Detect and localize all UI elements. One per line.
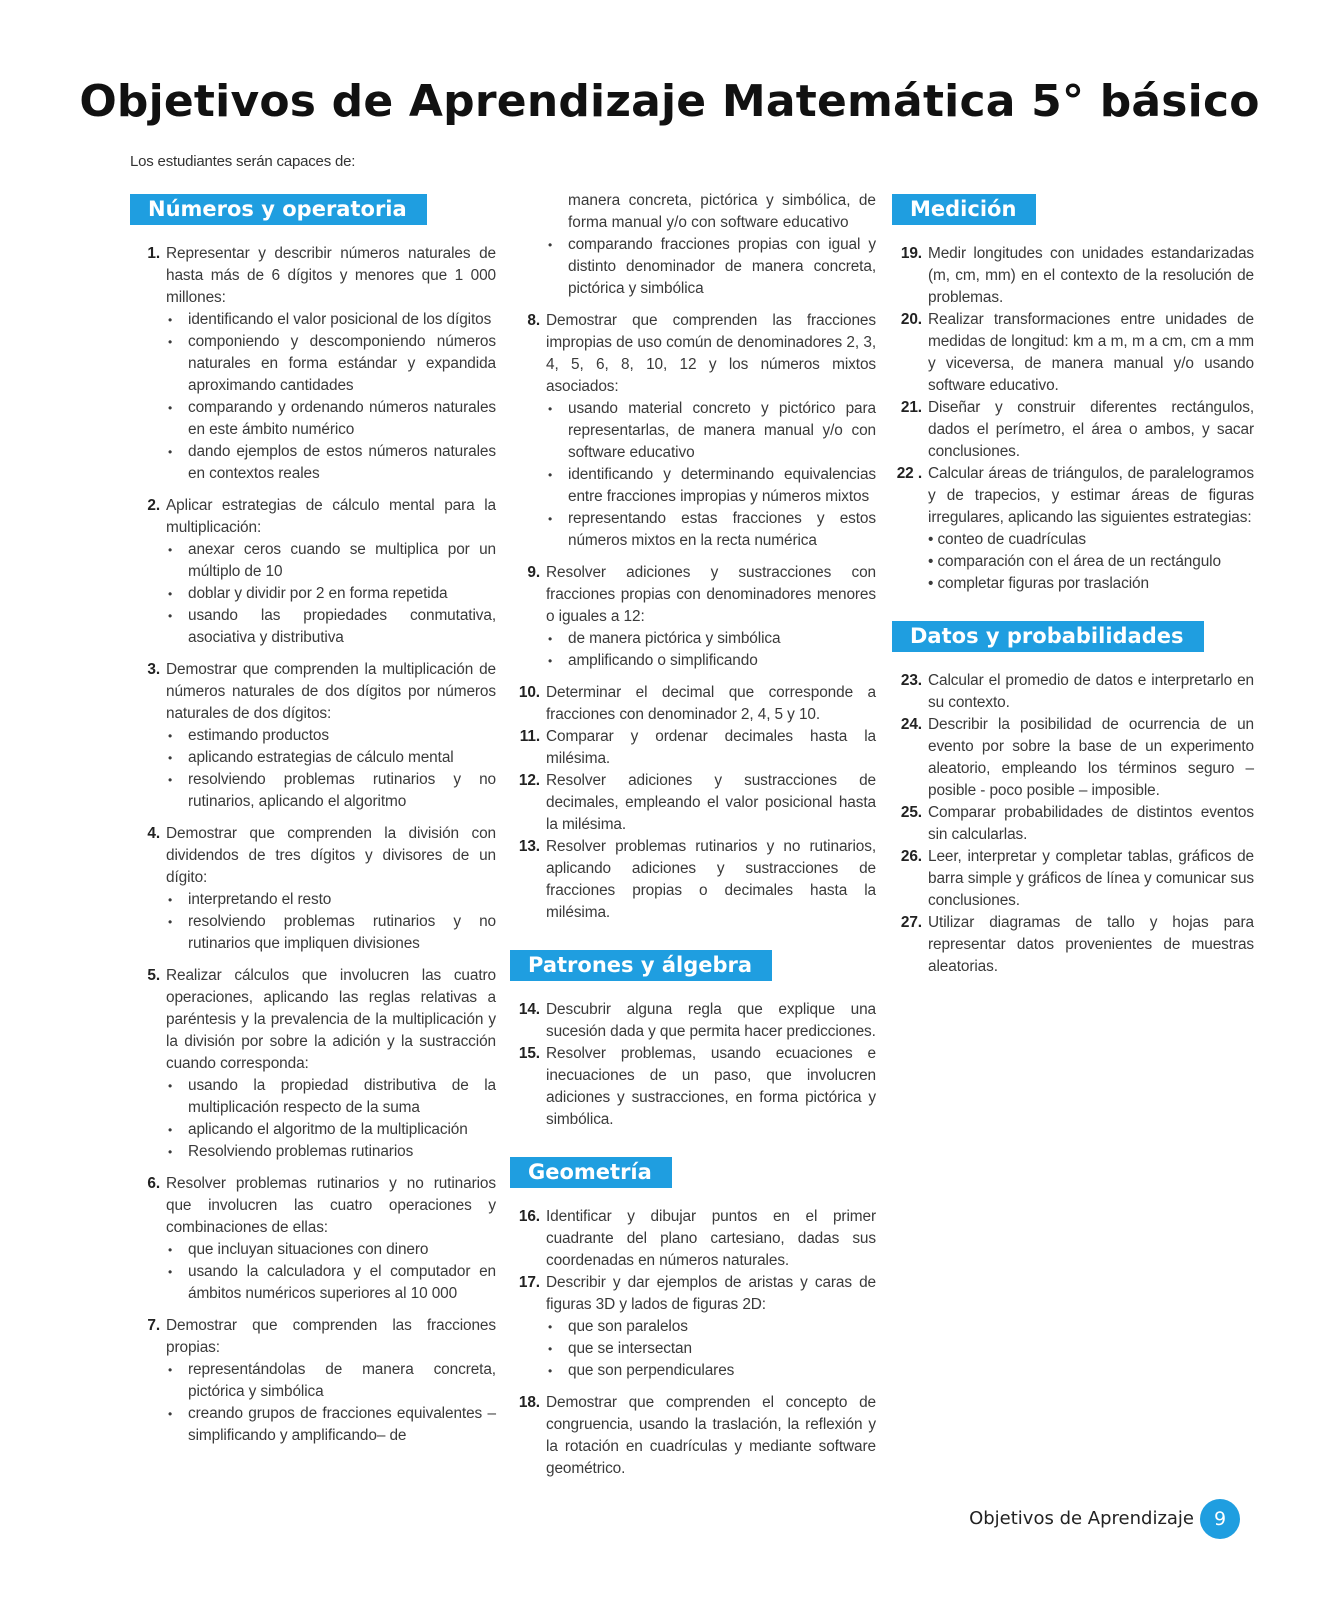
objective-number: 24.	[900, 716, 922, 733]
objective-5	[130, 965, 496, 1163]
objective-text: Identificar y dibujar puntos en el primer cuadrante del plano cartesiano, dadas sus coordenadas en números naturales.	[546, 1208, 876, 1269]
list-item: • conteo de cuadrículas	[928, 531, 1086, 548]
list-item: • aplicando estrategias de cálculo mental	[166, 747, 496, 769]
column-2	[510, 190, 876, 1490]
objective-text: Leer, interpretar y completar tablas, gráficos de barra simple y gráficos de línea y comunicar sus conclusiones.	[928, 848, 1254, 909]
objective-number: 16.	[518, 1208, 540, 1225]
objective-number: 2.	[147, 497, 160, 514]
list-item: • usando material concreto y pictórico para representarlas, de manera manual y/o con software educativo	[546, 398, 876, 464]
objective-text: Demostrar que comprenden las fracciones impropias de uso común de denominadores 2, 3, 4, 5, 6, 8, 10, 12 y los números mixtos asociados:	[546, 312, 876, 395]
bullet-list	[546, 628, 876, 672]
footer-label: Objetivos de Aprendizaje	[969, 1508, 1194, 1529]
objective-16	[510, 1206, 876, 1272]
page-number-badge: 9	[1200, 1499, 1240, 1539]
list-item: • que son perpendiculares	[546, 1360, 876, 1382]
objective-19	[892, 243, 1254, 309]
objective-4	[130, 823, 496, 955]
list-item: • usando las propiedades conmutativa, asociativa y distributiva	[166, 605, 496, 649]
continuation-text: manera concreta, pictórica y simbólica, de forma manual y/o con software educativo	[568, 192, 876, 231]
objective-text: Demostrar que comprenden el concepto de congruencia, usando la traslación, la reflexión y la rotación en cuadrículas y mediante software geométrico.	[546, 1394, 876, 1477]
column-1	[130, 190, 496, 1447]
objective-number: 18.	[518, 1394, 540, 1411]
list-item: • identificando el valor posicional de los dígitos	[166, 309, 496, 331]
objective-17	[510, 1272, 876, 1382]
list-item: • comparando y ordenando números naturales en este ámbito numérico	[166, 397, 496, 441]
strategy-list	[928, 529, 1254, 595]
list-item: • resolviendo problemas rutinarios y no rutinarios, aplicando el algoritmo	[166, 769, 496, 813]
intro-text: Los estudiantes serán capaces de:	[130, 153, 356, 170]
objective-number: 8.	[527, 312, 540, 329]
objective-text: Utilizar diagramas de tallo y hojas para representar datos provenientes de muestras aleatorias.	[928, 914, 1254, 975]
objective-number: 25.	[900, 804, 922, 821]
objective-number: 23.	[900, 672, 922, 689]
list-item: • que se intersectan	[546, 1338, 876, 1360]
bullet-list	[166, 1359, 496, 1447]
objective-23	[892, 670, 1254, 714]
objective-number: 5.	[147, 967, 160, 984]
objective-text: Medir longitudes con unidades estandarizadas (m, cm, mm) en el contexto de la resolución de problemas.	[928, 245, 1254, 306]
page-title: Objetivos de Aprendizaje Matemática 5° básico	[79, 76, 1260, 127]
section-heading-datos: Datos y probabilidades	[892, 621, 1204, 652]
objective-number: 17.	[518, 1274, 540, 1291]
objective-text: Realizar transformaciones entre unidades de medidas de longitud: km a m, m a cm, cm a mm y viceversa, de manera manual y/o usando software educativo.	[928, 311, 1254, 394]
objective-number: 20.	[900, 311, 922, 328]
section-heading-numeros: Números y operatoria	[130, 194, 427, 225]
objective-11	[510, 726, 876, 770]
objective-1	[130, 243, 496, 485]
objective-26	[892, 846, 1254, 912]
objective-8	[510, 310, 876, 552]
column-3	[892, 190, 1254, 978]
objective-text: Comparar probabilidades de distintos eventos sin calcularlas.	[928, 804, 1254, 843]
objective-text: Aplicar estrategias de cálculo mental para la multiplicación:	[166, 497, 496, 536]
objective-number: 27.	[900, 914, 922, 931]
list-item: • representándolas de manera concreta, pictórica y simbólica	[166, 1359, 496, 1403]
objective-number: 15.	[518, 1045, 540, 1062]
list-item: • componiendo y descomponiendo números naturales en forma estándar y expandida aproximando cantidades	[166, 331, 496, 397]
objective-7-continuation	[510, 190, 876, 234]
bullet-list	[166, 725, 496, 813]
list-item: • creando grupos de fracciones equivalentes –simplificando y amplificando– de	[166, 1403, 496, 1447]
objective-text: Representar y describir números naturales de hasta más de 6 dígitos y menores que 1 000 millones:	[166, 245, 496, 306]
objective-7-continuation-bullets	[510, 234, 876, 300]
objective-text: Realizar cálculos que involucren las cuatro operaciones, aplicando las reglas relativas a paréntesis y la prevalencia de la multiplicación y la división por sobre la adición y la sustracción cuando corresponda:	[166, 967, 496, 1072]
bullet-list	[166, 539, 496, 649]
objective-number: 14.	[518, 1001, 540, 1018]
objective-number: 1.	[147, 245, 160, 262]
objective-number: 11.	[519, 728, 540, 745]
section-heading-patrones: Patrones y álgebra	[510, 950, 772, 981]
objective-24	[892, 714, 1254, 802]
bullet-list	[546, 234, 876, 300]
list-item: • comparación con el área de un rectángulo	[928, 553, 1221, 570]
objective-6	[130, 1173, 496, 1305]
objective-10	[510, 682, 876, 726]
list-item: • aplicando el algoritmo de la multiplicación	[166, 1119, 496, 1141]
objective-number: 13.	[518, 838, 540, 855]
list-item: • usando la propiedad distributiva de la multiplicación respecto de la suma	[166, 1075, 496, 1119]
objective-15	[510, 1043, 876, 1131]
list-item: • usando la calculadora y el computador en ámbitos numéricos superiores al 10 000	[166, 1261, 496, 1305]
objective-9	[510, 562, 876, 672]
section-heading-geometria: Geometría	[510, 1157, 672, 1188]
objective-text: Resolver adiciones y sustracciones de decimales, empleando el valor posicional hasta la milésima.	[546, 772, 876, 833]
objective-number: 4.	[147, 825, 160, 842]
bullet-list	[166, 1075, 496, 1163]
list-item: • anexar ceros cuando se multiplica por un múltiplo de 10	[166, 539, 496, 583]
objective-number: 22 .	[896, 465, 922, 482]
objective-number: 6.	[147, 1175, 160, 1192]
objective-text: Calcular áreas de triángulos, de paralelogramos y de trapecios, y estimar áreas de figuras irregulares, aplicando las siguientes estrategias:	[928, 465, 1254, 526]
objective-text: Descubrir alguna regla que explique una sucesión dada y que permita hacer predicciones.	[546, 1001, 876, 1040]
list-item: • identificando y determinando equivalencias entre fracciones impropias y números mixtos	[546, 464, 876, 508]
objective-3	[130, 659, 496, 813]
objective-text: Diseñar y construir diferentes rectángulos, dados el perímetro, el área o ambos, y sacar conclusiones.	[928, 399, 1254, 460]
objective-27	[892, 912, 1254, 978]
list-item: • estimando productos	[166, 725, 496, 747]
list-item: • representando estas fracciones y estos números mixtos en la recta numérica	[546, 508, 876, 552]
list-item: • dando ejemplos de estos números naturales en contextos reales	[166, 441, 496, 485]
objective-number: 10.	[518, 684, 540, 701]
list-item: • Resolviendo problemas rutinarios	[166, 1141, 496, 1163]
objective-text: Resolver adiciones y sustracciones con fracciones propias con denominadores menores o iguales a 12:	[546, 564, 876, 625]
objective-text: Resolver problemas rutinarios y no rutinarios, aplicando adiciones y sustracciones de fracciones propias o decimales hasta la milésima.	[546, 838, 876, 921]
list-item: • interpretando el resto	[166, 889, 496, 911]
list-item: • que incluyan situaciones con dinero	[166, 1239, 496, 1261]
list-item: • de manera pictórica y simbólica	[546, 628, 876, 650]
list-item: • comparando fracciones propias con igual y distinto denominador de manera concreta, pictórica y simbólica	[546, 234, 876, 300]
objective-12	[510, 770, 876, 836]
list-item: • amplificando o simplificando	[546, 650, 876, 672]
bullet-list	[166, 1239, 496, 1305]
objective-text: Demostrar que comprenden la división con dividendos de tres dígitos y divisores de un dígito:	[166, 825, 496, 886]
objective-number: 21.	[900, 399, 922, 416]
objective-2	[130, 495, 496, 649]
objective-number: 3.	[147, 661, 160, 678]
objective-number: 7.	[147, 1317, 160, 1334]
list-item: • completar figuras por traslación	[928, 575, 1149, 592]
objective-text: Calcular el promedio de datos e interpretarlo en su contexto.	[928, 672, 1254, 711]
list-item: • doblar y dividir por 2 en forma repetida	[166, 583, 496, 605]
objective-text: Demostrar que comprenden las fracciones propias:	[166, 1317, 496, 1356]
bullet-list	[546, 1316, 876, 1382]
objective-21	[892, 397, 1254, 463]
objective-13	[510, 836, 876, 924]
objective-text: Describir y dar ejemplos de aristas y caras de figuras 3D y lados de figuras 2D:	[546, 1274, 876, 1313]
objective-number: 26.	[900, 848, 922, 865]
objective-text: Determinar el decimal que corresponde a fracciones con denominador 2, 4, 5 y 10.	[546, 684, 876, 723]
objective-text: Resolver problemas rutinarios y no rutinarios que involucren las cuatro operaciones y combinaciones de ellas:	[166, 1175, 496, 1236]
objective-7	[130, 1315, 496, 1447]
objective-22	[892, 463, 1254, 595]
objective-14	[510, 999, 876, 1043]
objective-number: 12.	[518, 772, 540, 789]
bullet-list	[166, 309, 496, 485]
objective-text: Describir la posibilidad de ocurrencia de un evento por sobre la base de un experimento aleatorio, empleando los términos seguro – posible - poco posible – imposible.	[928, 716, 1254, 799]
objective-18	[510, 1392, 876, 1480]
objective-text: Comparar y ordenar decimales hasta la milésima.	[546, 728, 876, 767]
list-item: • que son paralelos	[546, 1316, 876, 1338]
bullet-list	[546, 398, 876, 552]
list-item: • resolviendo problemas rutinarios y no rutinarios que impliquen divisiones	[166, 911, 496, 955]
objective-text: Demostrar que comprenden la multiplicación de números naturales de dos dígitos por números naturales de dos dígitos:	[166, 661, 496, 722]
bullet-list	[166, 889, 496, 955]
objective-text: Resolver problemas, usando ecuaciones e inecuaciones de un paso, que involucren adiciones y sustracciones, en forma pictórica y simbólica.	[546, 1045, 876, 1128]
objective-number: 9.	[527, 564, 540, 581]
objective-20	[892, 309, 1254, 397]
objective-25	[892, 802, 1254, 846]
section-heading-medicion: Medición	[892, 194, 1036, 225]
objective-number: 19.	[900, 245, 922, 262]
